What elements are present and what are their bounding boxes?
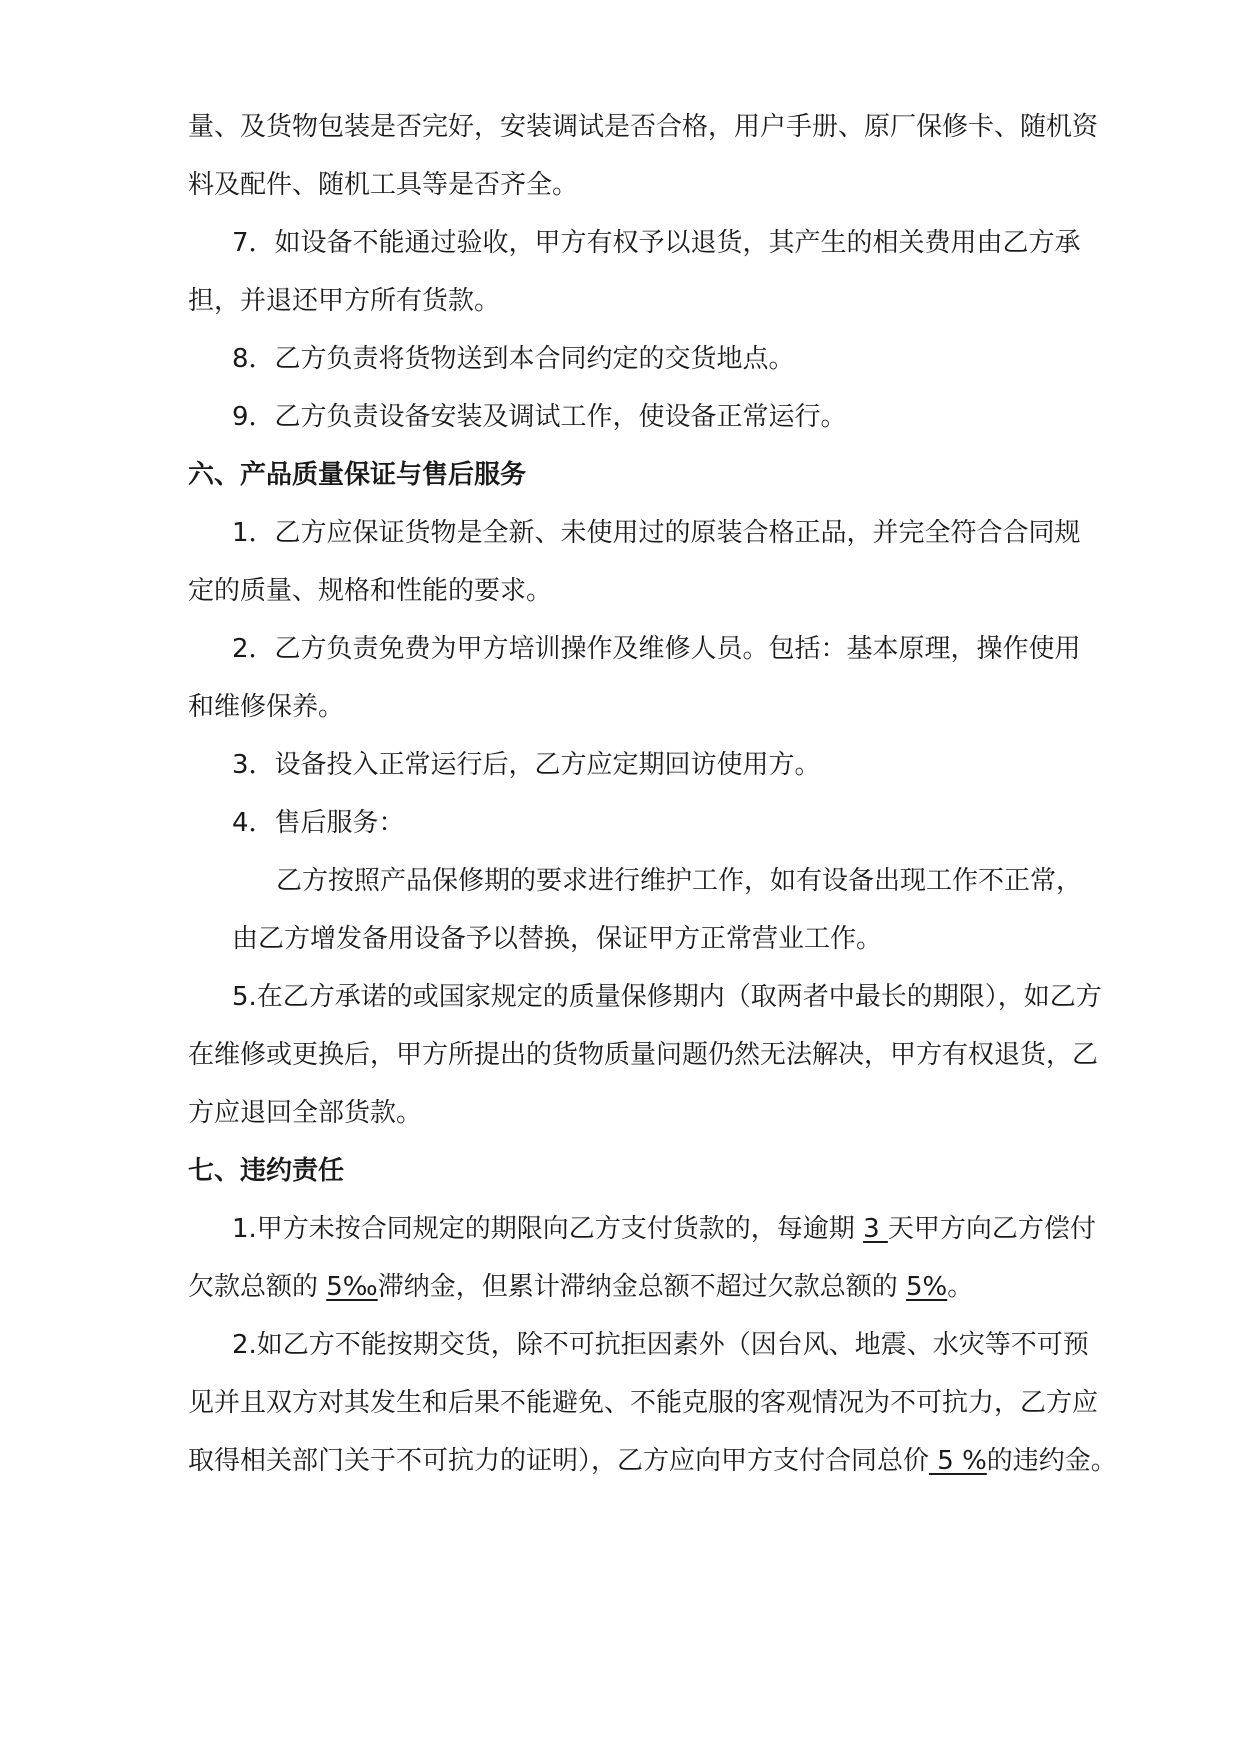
clause-6-5: 5.在乙方承诺的或国家规定的质量保修期内（取两者中最长的期限），如乙方	[232, 982, 1102, 1012]
clause-7: 7．如设备不能通过验收，甲方有权予以退货，其产生的相关费用由乙方承	[232, 228, 1081, 258]
clause-6-4: 4．售后服务：	[232, 808, 405, 838]
text-line	[188, 1441, 1117, 1481]
after-sales-text: 乙方按照产品保修期的要求进行维护工作，如有设备出现工作不正常，	[276, 866, 1083, 896]
clause-text: 欠款总额的	[188, 1272, 327, 1302]
section-heading-7: 七、违约责任	[188, 1156, 345, 1186]
text-line: 在维修或更换后，甲方所提出的货物质量问题仍然无法解决，甲方有权退货，乙	[188, 1040, 1099, 1070]
clause-text: 取得相关部门关于不可抗力的证明），乙方应向甲方支付合同总价	[188, 1446, 930, 1476]
late-fee-rate: 5‰	[326, 1272, 378, 1302]
clause-text: 天甲方向乙方偿付	[887, 1214, 1096, 1244]
clause-6-2: 2．乙方负责免费为甲方培训操作及维修人员。包括：基本原理，操作使用	[232, 634, 1081, 664]
section-heading-6: 六、产品质量保证与售后服务	[188, 460, 527, 490]
clause-6-1: 1．乙方应保证货物是全新、未使用过的原装合格正品，并完全符合合同规	[232, 518, 1081, 548]
text-line: 料及配件、随机工具等是否齐全。	[188, 170, 579, 200]
text-line: 方应退回全部货款。	[188, 1098, 423, 1128]
clause-text: 1.甲方未按合同规定的期限向乙方支付货款的，每逾期	[232, 1214, 864, 1244]
clause-8: 8．乙方负责将货物送到本合同约定的交货地点。	[232, 344, 795, 374]
text-line	[188, 1267, 973, 1307]
text-line: 见并且双方对其发生和后果不能避免、不能克服的客观情况为不可抗力，乙方应	[188, 1388, 1099, 1418]
clause-6-3: 3．设备投入正常运行后，乙方应定期回访使用方。	[232, 750, 821, 780]
text-line: 和维修保养。	[188, 692, 345, 722]
text-line: 定的质量、规格和性能的要求。	[188, 576, 553, 606]
clause-9: 9．乙方负责设备安装及调试工作，使设备正常运行。	[232, 402, 847, 432]
clause-7-1	[232, 1209, 1096, 1249]
late-fee-cap: 5%	[905, 1272, 948, 1302]
clause-text: 。	[947, 1272, 974, 1302]
clause-text: 滞纳金，但累计滞纳金总额不超过欠款总额的	[377, 1272, 906, 1302]
text-line: 由乙方增发备用设备予以替换，保证甲方正常营业工作。	[232, 924, 883, 954]
clause-text: 的违约金。	[986, 1446, 1117, 1476]
overdue-days: 3	[863, 1214, 888, 1244]
text-line: 量、及货物包装是否完好，安装调试是否合格，用户手册、原厂保修卡、随机资	[188, 112, 1099, 142]
penalty-percent: 5 %	[929, 1446, 987, 1476]
text-line: 担，并退还甲方所有货款。	[188, 286, 501, 316]
clause-7-2: 2.如乙方不能按期交货，除不可抗拒因素外（因台风、地震、水灾等不可预	[232, 1330, 1089, 1360]
